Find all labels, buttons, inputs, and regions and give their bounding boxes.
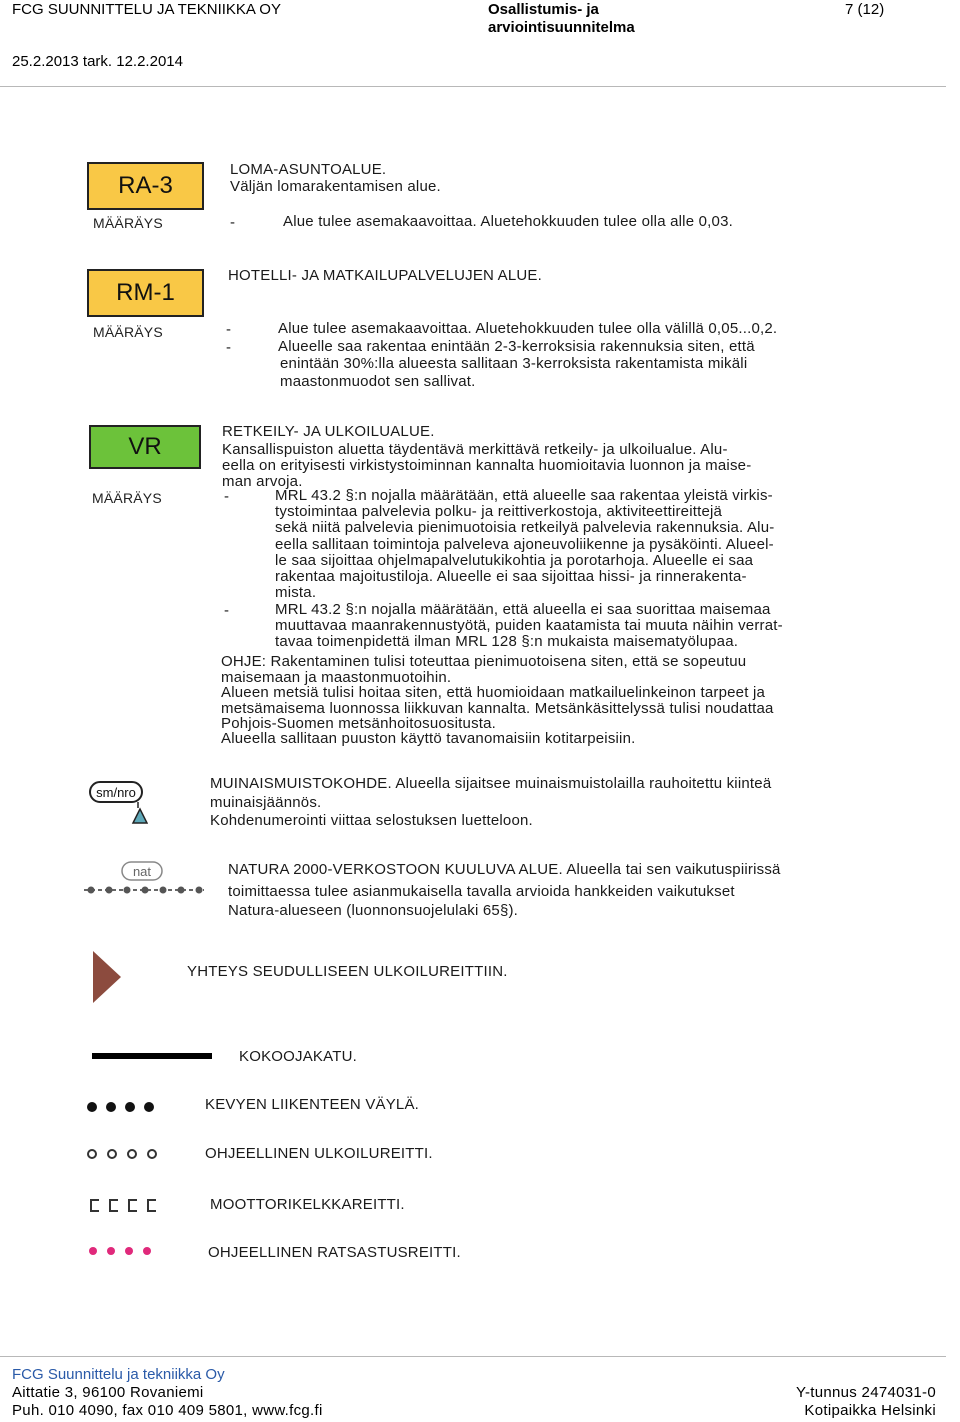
ra3-rule: Alue tulee asemakaavoittaa. Aluetehokkuuden tulee olla alle 0,03. xyxy=(283,213,733,230)
antiquity-line3: Kohdenumerointi viittaa selostuksen luetteloon. xyxy=(210,812,533,829)
footer-divider xyxy=(0,1356,946,1357)
vr-rule1-line3: sekä niitä palvelevia pienimuotoisia retkeilyä palvelevia rakennuksia. Alu- xyxy=(275,519,775,536)
ra3-maarays-label: MÄÄRÄYS xyxy=(93,215,163,231)
vr-maarays-label: MÄÄRÄYS xyxy=(92,490,162,506)
vr-rule1-line4: eella sallitaan toimintoja palveleva ajoneuvoliikenne ja pysäköinti. Alueel- xyxy=(275,536,774,553)
footer-business-id: Y-tunnus 2474031-0 xyxy=(796,1384,936,1401)
light-traffic-route-symbol xyxy=(87,1102,154,1112)
vr-intro-line3: man arvoja. xyxy=(222,473,303,490)
rm1-rule2-dash: - xyxy=(226,339,231,356)
vr-rule1-line1: MRL 43.2 §:n nojalla määrätään, että alueelle saa rakentaa yleistä virkis- xyxy=(275,487,773,504)
rm1-rule2-line3: maastonmuodot sen sallivat. xyxy=(280,373,476,390)
vr-rule2-line2: muuttavaa maanrakennustyötä, puiden kaatamista tai muuta näihin verrat- xyxy=(275,617,783,634)
antiquity-line1: MUINAISMUISTOKOHDE. Alueella sijaitsee muinaismuistolailla rauhoitettu kiinteä xyxy=(210,775,772,792)
vr-rule1-line6: rakentaa majoitustiloja. Alueelle ei saa sijoittaa hissi- ja rinnerakenta- xyxy=(275,568,747,585)
rm1-title: HOTELLI- JA MATKAILUPALVELUJEN ALUE. xyxy=(228,267,542,284)
vr-intro-line1: Kansallispuiston aluetta täydentävä merkittävä retkeily- ja ulkoilualue. Alu- xyxy=(222,441,728,458)
vr-rule1-line2: tystoimintaa palvelevia polku- ja reittiverkostoja, aktiviteettireittejä xyxy=(275,503,723,520)
rm1-rule2-line1: Alueelle saa rakentaa enintään 2-3-kerroksisia rakennuksia siten, että xyxy=(278,338,755,355)
riding-route-symbol xyxy=(89,1247,151,1255)
ra3-zone-box xyxy=(87,162,204,210)
antiquity-symbol-text: sm/nro xyxy=(96,785,136,800)
header-divider xyxy=(0,86,946,87)
antiquity-site-icon xyxy=(88,780,148,828)
outdoor-route-label: OHJEELLINEN ULKOILUREITTI. xyxy=(205,1145,433,1162)
ra3-rule-dash: - xyxy=(230,214,235,231)
vr-ohje-line3: Alueen metsiä tulisi hoitaa siten, että huomioidaan matkailuelinkeinon tarpeet ja xyxy=(221,684,766,701)
footer-company: FCG Suunnittelu ja tekniikka Oy xyxy=(12,1366,225,1383)
natura-area-icon xyxy=(82,860,208,900)
vr-code: VR xyxy=(128,433,162,460)
document-title-line2: arviointisuunnitelma xyxy=(488,19,635,36)
ra3-subtitle: Väljän lomarakentamisen alue. xyxy=(230,178,441,195)
outdoor-route-symbol xyxy=(87,1149,157,1159)
footer-phone: Puh. 010 4090, fax 010 409 5801, www.fcg.fi xyxy=(12,1402,323,1419)
vr-rule1-line5: le saa sijoittaa ohjelmapalvelutukikohtia ja porotarhoja. Alueelle ei saa xyxy=(275,552,754,569)
light-traffic-route-label: KEVYEN LIIKENTEEN VÄYLÄ. xyxy=(205,1096,420,1113)
vr-ohje-line6: Alueella sallitaan puuston käyttö tavanomaisiin kotitarpeisiin. xyxy=(221,730,636,747)
vr-ohje-line2: maisemaan ja maastonmuotoihin. xyxy=(221,669,452,686)
vr-rule2-line3: tavaa toimenpidettä ilman MRL 128 §:n mukaista maisematyölupaa. xyxy=(275,633,739,650)
document-title xyxy=(488,1,635,37)
ra3-code: RA-3 xyxy=(118,172,173,199)
collector-street-label: KOKOOJAKATU. xyxy=(239,1048,357,1065)
collector-street-line-symbol xyxy=(92,1053,212,1059)
vr-ohje-line4: metsämaisema luonnossa liikkuvan kannalta. Metsänkäsittelyssä tulisi noudattaa xyxy=(221,700,774,717)
snowmobile-route-label: MOOTTORIKELKKAREITTI. xyxy=(210,1196,405,1213)
natura-line3: Natura-alueseen (luonnonsuojelulaki 65§). xyxy=(228,902,519,919)
document-date: 25.2.2013 tark. 12.2.2014 xyxy=(12,53,183,70)
document-title-line1: Osallistumis- ja xyxy=(488,1,599,18)
vr-title: RETKEILY- JA ULKOILUALUE. xyxy=(222,423,435,440)
natura-symbol-text: nat xyxy=(132,864,152,879)
rm1-maarays-label: MÄÄRÄYS xyxy=(93,324,163,340)
rm1-rule2-line2: enintään 30%:lla alueesta sallitaan 3-kerroksista rakentamista mikäli xyxy=(280,355,748,372)
regional-route-label: YHTEYS SEUDULLISEEN ULKOILUREITTIIN. xyxy=(187,963,508,980)
vr-rule2-dash: - xyxy=(224,602,229,619)
vr-rule2-line1: MRL 43.2 §:n nojalla määrätään, että alueella ei saa suorittaa maisemaa xyxy=(275,601,771,618)
rm1-zone-box xyxy=(87,269,204,317)
vr-ohje-line1: OHJE: Rakentaminen tulisi toteuttaa pienimuotoisena siten, että se sopeutuu xyxy=(221,653,747,670)
footer-domicile: Kotipaikka Helsinki xyxy=(804,1402,936,1419)
rm1-rule1-dash: - xyxy=(226,321,231,338)
page-number: 7 (12) xyxy=(845,1,885,18)
rm1-code: RM-1 xyxy=(116,279,175,306)
vr-zone-box xyxy=(89,425,201,469)
antiquity-site-symbol xyxy=(88,780,148,828)
natura-line1: NATURA 2000-VERKOSTOON KUULUVA ALUE. Alueella tai sen vaikutuspiirissä xyxy=(228,861,781,878)
arrow-right-icon xyxy=(92,950,122,1004)
natura-area-symbol xyxy=(82,860,208,900)
footer-address: Aittatie 3, 96100 Rovaniemi xyxy=(12,1384,204,1401)
snowmobile-route-symbol xyxy=(90,1199,156,1212)
natura-line2: toimittaessa tulee asianmukaisella tavalla arvioida hankkeiden vaikutukset xyxy=(228,883,735,900)
ra3-title: LOMA-ASUNTOALUE. xyxy=(230,161,387,178)
vr-rule1-dash: - xyxy=(224,488,229,505)
header-company: FCG SUUNNITTELU JA TEKNIIKKA OY xyxy=(12,1,281,18)
vr-intro-line2: eella on erityisesti virkistystoiminnan kannalta huomioitavia luonnon ja maise- xyxy=(222,457,752,474)
regional-route-connection-symbol xyxy=(92,950,122,1004)
vr-ohje-line5: Pohjois-Suomen metsänhoitosuositusta. xyxy=(221,715,497,732)
rm1-rule1: Alue tulee asemakaavoittaa. Aluetehokkuuden tulee olla välillä 0,05...0,2. xyxy=(278,320,778,337)
antiquity-line2: muinaisjäännös. xyxy=(210,794,322,811)
vr-rule1-line7: mista. xyxy=(275,584,317,601)
riding-route-label: OHJEELLINEN RATSASTUSREITTI. xyxy=(208,1244,461,1261)
